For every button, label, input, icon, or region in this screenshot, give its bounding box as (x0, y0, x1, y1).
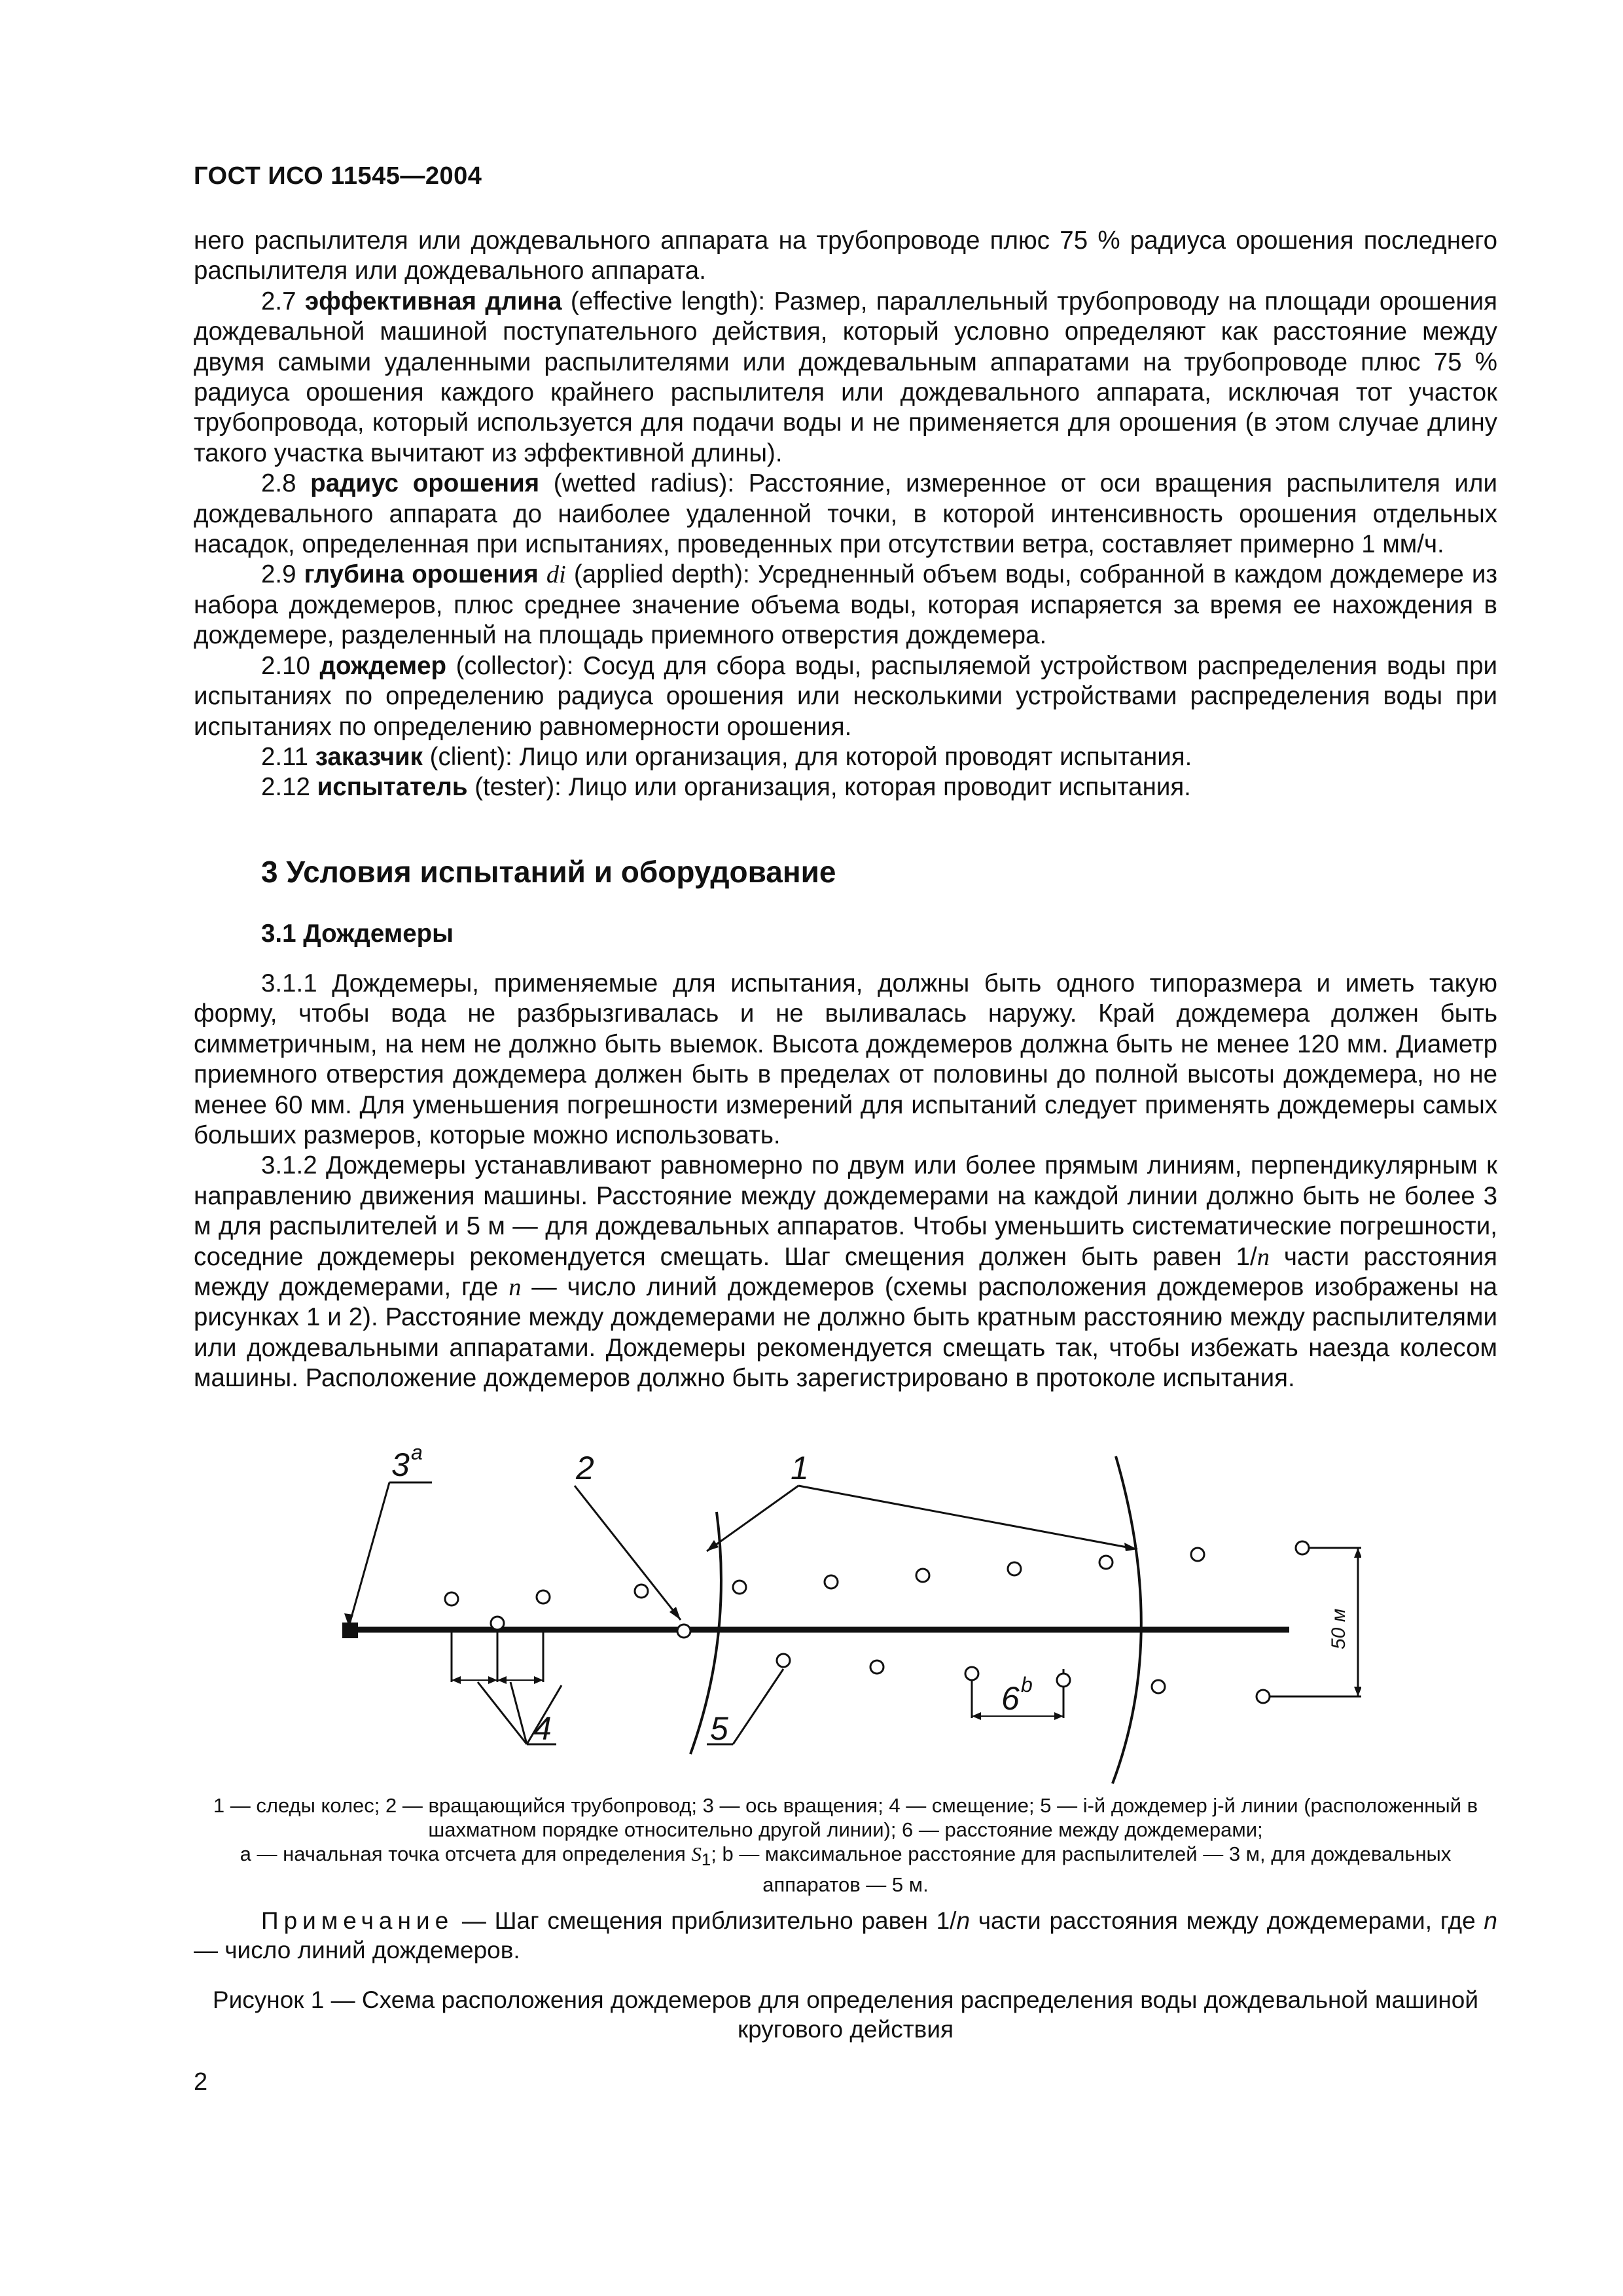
collector (965, 1667, 978, 1680)
arrow-dim-bottom (1354, 1687, 1361, 1696)
leader-2 (575, 1486, 681, 1620)
leader-3 (349, 1482, 389, 1626)
collector-layout-figure (314, 1424, 1361, 1790)
rotation-axis-marker (342, 1623, 358, 1638)
definition-2-8: 2.8 радиус орошения (wetted radius): Расстояние, измеренное от оси вращения распылителя или дождевального аппарата до наиболее удаленной точки, в которой интенсивность орошения отдельных насадок, определенная при испытаниях, проведенных при отсутствии ветра, составляет примерно 1 мм/ч. (194, 469, 1497, 559)
label-6-sup: b (1021, 1673, 1033, 1696)
definition-2-12: 2.12 испытатель (tester): Лицо или организация, которая проводит испытания. (261, 773, 1191, 802)
label-4: 4 (533, 1710, 552, 1747)
collector (1296, 1541, 1309, 1554)
paragraph-3-1-1: 3.1.1 Дождемеры, применяемые для испытания, должны быть одного типоразмера и иметь такую форму, чтобы вода не разбрызгивалась и не выливалась наружу. Край дождемера должен быть симметричным, на нем не должно быть выемок. Высота дождемеров должна быть не менее 120 мм. Диаметр приемного отверстия дождемера должен быть в пределах от половины до полной высоты дождемера, но не менее 60 мм. Для уменьшения погрешности измерений для испытаний следует применять дождемеры самых больших размеров, которые можно использовать. (194, 969, 1497, 1150)
leader-5 (733, 1669, 783, 1744)
collector (1152, 1680, 1165, 1693)
arrow-dim-top (1354, 1548, 1361, 1558)
definitions-block (194, 226, 1497, 803)
collector (1099, 1556, 1113, 1569)
collector (491, 1617, 504, 1630)
label-6: 6 (1001, 1680, 1020, 1717)
label-3: 3 (391, 1446, 410, 1483)
collector (445, 1592, 458, 1605)
collector (635, 1585, 648, 1598)
collector (1057, 1674, 1070, 1687)
section-3-heading: 3 Условия испытаний и оборудование (261, 855, 836, 889)
collector (1008, 1562, 1021, 1575)
arrow-offset-mid2 (497, 1676, 507, 1684)
collector (1257, 1690, 1270, 1703)
label-5: 5 (710, 1710, 728, 1747)
continuation-paragraph: него распылителя или дождевального аппарата на трубопроводе плюс 75 % радиуса орошения последнего распылителя или дождевального аппарата. (194, 226, 1497, 285)
figure-caption (194, 1793, 1497, 1897)
arrow-offset-mid (488, 1676, 497, 1684)
arrow-spacing-right (1054, 1712, 1063, 1720)
definition-2-10: 2.10 дождемер (collector): Сосуд для сбора воды, распыляемой устройством распределения воды при испытаниях по определению радиуса орошения или несколькими устройствами распределения воды при испытаниях по определению равномерности орошения. (194, 651, 1498, 741)
leader-1b (798, 1486, 1137, 1549)
definition-2-9: 2.9 глубина орошения di (applied depth): Усредненный объем воды, собранной в каждом дождемере из набора дождемеров, плюс среднее значение объема воды, которая испаряется за время ее нахождения в дождемере, разделенный на площадь приемного отверстия дождемера. (194, 560, 1497, 650)
symbol-di: di (546, 561, 566, 589)
collector (537, 1590, 550, 1604)
section-3-1-heading: 3.1 Дождемеры (261, 920, 454, 948)
figure-title: Рисунок 1 — Схема расположения дождемеров для определения распределения воды дождевальной машиной кругового действия (212, 1986, 1479, 2043)
definition-2-11: 2.11 заказчик (client): Лицо или организация, для которой проводят испытания. (261, 742, 1192, 771)
label-2: 2 (576, 1450, 594, 1486)
figure-note: Примечание — Шаг смещения приблизительно равен 1/n части расстояния между дождемерами, где n — число линий дождемеров. (194, 1907, 1497, 1964)
collector (677, 1624, 690, 1638)
arrow-spacing-left (972, 1712, 981, 1720)
arrow-offset-left (452, 1676, 461, 1684)
collector (733, 1581, 746, 1594)
collector (916, 1569, 929, 1582)
page-number: 2 (194, 2068, 208, 2096)
label-3-sup: a (411, 1441, 423, 1464)
definition-2-7: 2.7 эффективная длина (effective length): Размер, параллельный трубопроводу на площади орошения дождевальной машиной поступательного действия, который условно определяют как расстояние между двумя самыми удаленными распылителями или дождевальным аппаратами на трубопроводе плюс 75 % радиуса орошения каждого крайнего распылителя или дождевального аппарата, исключая тот участок трубопровода, который используется для подачи воды и не применяется для орошения (в этом случае длину такого участка вычитают из эффективной длины). (194, 287, 1497, 467)
collector (825, 1575, 838, 1588)
section-3-1-body (194, 969, 1497, 1394)
page-header: ГОСТ ИСО 11545—2004 (194, 162, 482, 190)
note-label: Примечание (261, 1907, 454, 1934)
wheel-track-outer (1113, 1456, 1141, 1784)
leader-1a (707, 1486, 798, 1551)
arrow-offset-right (534, 1676, 543, 1684)
collector (1191, 1548, 1204, 1561)
collector (870, 1660, 883, 1674)
arrow-1a (707, 1540, 719, 1551)
collector (777, 1654, 790, 1667)
caption-line-1: 1 — следы колес; 2 — вращающийся трубопровод; 3 — ось вращения; 4 — смещение; 5 — i-й дождемер j-й линии (расположенный в шахматном порядке относительно другой линии); 6 — расстояние между дождемерами; (213, 1794, 1478, 1841)
dim-50-label: 50 м (1328, 1608, 1349, 1649)
caption-line-2: а — начальная точка отсчета для определения $S_1$; b — максимальное расстояние для распылителей — 3 м, для дождевальных аппаратов — 5 м. (240, 1842, 1452, 1897)
paragraph-3-1-2: 3.1.2 Дождемеры устанавливают равномерно по двум или более прямым линиям, перпендикулярным к направлению движения машины. Расстояние между дождемерами на каждой линии должно быть не более 3 м для распылителей и 5 м — для дождевальных аппаратов. Чтобы уменьшить систематические погрешности, соседние дождемеры рекомендуется смещать. Шаг смещения должен быть равен 1/n части расстояния между дождемерами, где n — число линий дождемеров (схемы расположения дождемеров изображены на рисунках 1 и 2). Расстояние между дождемерами не должно быть кратным расстоянию между распылителями или дождевальными аппаратами. Дождемеры рекомендуется смещать так, чтобы избежать наезда колесом машины. Расположение дождемеров должно быть зарегистрировано в протоколе испытания. (194, 1151, 1497, 1393)
label-1: 1 (791, 1450, 809, 1486)
